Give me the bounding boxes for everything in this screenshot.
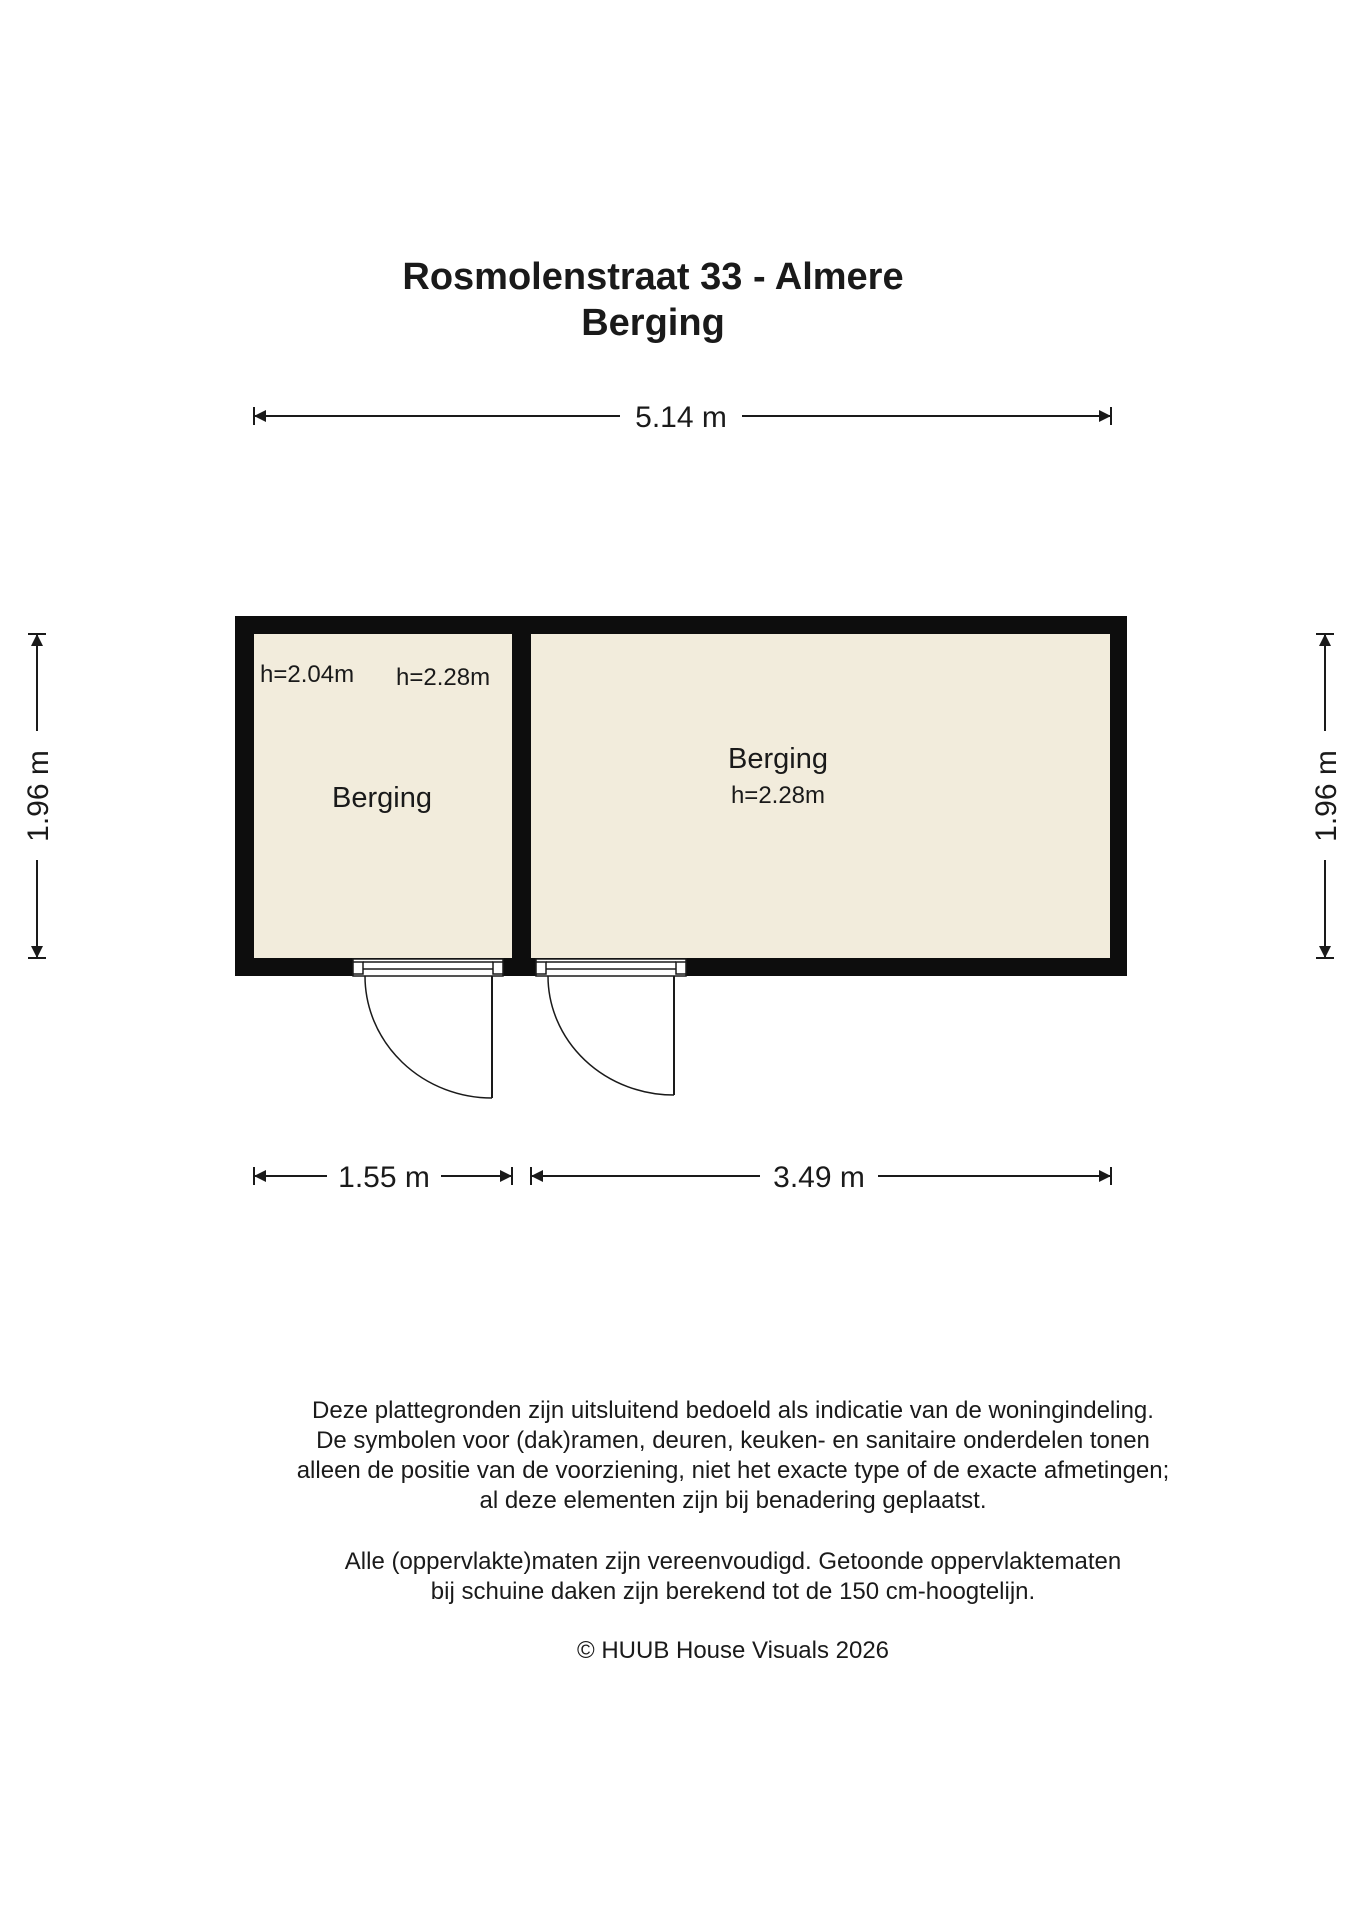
disclaimer-line: bij schuine daken zijn berekend tot de 150 cm-hoogtelijn. (430, 1578, 1036, 1605)
dimension-total-width (254, 401, 1111, 434)
disclaimer-paragraph-1 (0, 1396, 1358, 1516)
dimension-left-room-width (254, 1161, 512, 1194)
disclaimer-line: alleen de positie van de voorziening, niet het exacte type of de exacte afmetingen; (296, 1457, 1170, 1484)
disclaimer-line: De symbolen voor (dak)ramen, deuren, keuken- en sanitaire onderdelen tonen (316, 1427, 1150, 1454)
plan-subtitle: Berging (581, 302, 725, 344)
room-right-name: Berging (728, 743, 828, 775)
dimension-height-left (22, 634, 55, 958)
dimension-height-right-label: 1.96 m (1310, 750, 1343, 842)
disclaimer-line: Alle (oppervlakte)maten zijn vereenvoudigd. Getoonde oppervlaktematen (344, 1548, 1122, 1575)
door-left (353, 959, 503, 1098)
room-left-height-2: h=2.28m (396, 664, 491, 691)
plan-title: Rosmolenstraat 33 - Almere (402, 256, 904, 298)
disclaimer-paragraph-2 (0, 1547, 1358, 1607)
room-left-name: Berging (332, 782, 432, 814)
disclaimer-line: Deze plattegronden zijn uitsluitend bedoeld als indicatie van de woningindeling. (312, 1397, 1154, 1424)
dimension-height-left-label: 1.96 m (22, 750, 55, 842)
dimension-right-room-width (531, 1161, 1111, 1194)
dimension-left-room-width-label: 1.55 m (338, 1161, 430, 1194)
room-right-height: h=2.28m (730, 782, 826, 809)
dimension-height-right (1310, 634, 1343, 958)
dimension-total-width-label: 5.14 m (635, 401, 727, 434)
room-left-height-1: h=2.04m (260, 661, 355, 688)
dimension-right-room-width-label: 3.49 m (773, 1161, 865, 1194)
copyright-notice: © HUUB House Visuals 2026 (576, 1637, 890, 1664)
disclaimer-line: al deze elementen zijn bij benadering geplaatst. (479, 1487, 987, 1514)
door-right (536, 959, 686, 1095)
